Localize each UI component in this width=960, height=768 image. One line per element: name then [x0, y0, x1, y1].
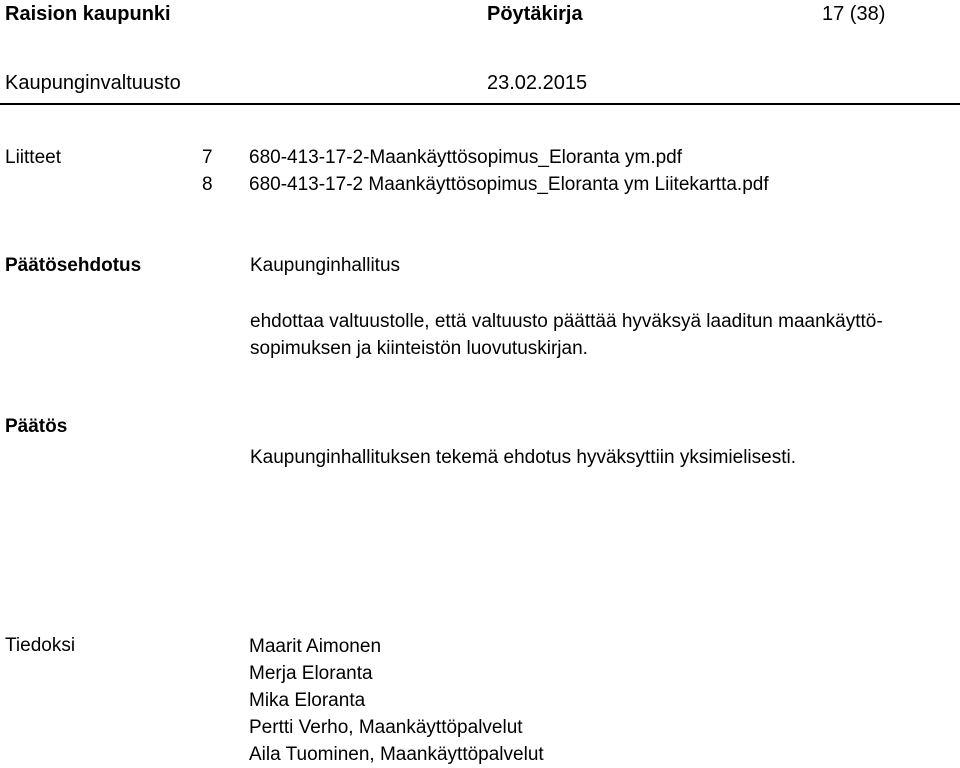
decision-text: Kaupunginhallituksen tekemä ehdotus hyväksyttiin yksimielisesti.	[250, 447, 796, 468]
organization-name: Raision kaupunki	[5, 3, 171, 25]
recipient: Aila Tuominen, Maankäyttöpalvelut	[249, 744, 544, 765]
recipient: Mika Eloranta	[249, 690, 366, 711]
attachment-file[interactable]: 680-413-17-2 Maankäyttösopimus_Eloranta ym Liitekartta.pdf	[249, 174, 769, 195]
attachments-label: Liitteet	[5, 147, 61, 168]
meeting-body: Kaupunginvaltuusto	[5, 72, 181, 94]
proposal-label: Päätösehdotus	[5, 255, 142, 276]
attachment-number: 8	[202, 174, 213, 195]
info-label: Tiedoksi	[5, 635, 76, 656]
proposal-text	[250, 308, 950, 362]
recipient: Merja Eloranta	[249, 663, 373, 684]
attachment-number: 7	[202, 147, 213, 168]
attachment-file[interactable]: 680-413-17-2-Maankäyttösopimus_Eloranta ym.pdf	[249, 147, 683, 168]
recipient: Pertti Verho, Maankäyttöpalvelut	[249, 717, 523, 738]
proposal-proposer: Kaupunginhallitus	[250, 255, 401, 276]
header-divider	[0, 103, 960, 105]
recipient-list	[249, 633, 544, 768]
decision-label: Päätös	[5, 416, 68, 437]
recipient: Maarit Aimonen	[249, 636, 382, 657]
page-number: 17 (38)	[822, 3, 886, 25]
proposal-text-line: ehdottaa valtuustolle, että valtuusto päättää hyväksyä laaditun maankäyttö-	[250, 311, 883, 332]
meeting-date: 23.02.2015	[487, 72, 588, 94]
document-type: Pöytäkirja	[487, 3, 583, 25]
proposal-text-line: sopimuksen ja kiinteistön luovutuskirjan.	[250, 338, 588, 359]
